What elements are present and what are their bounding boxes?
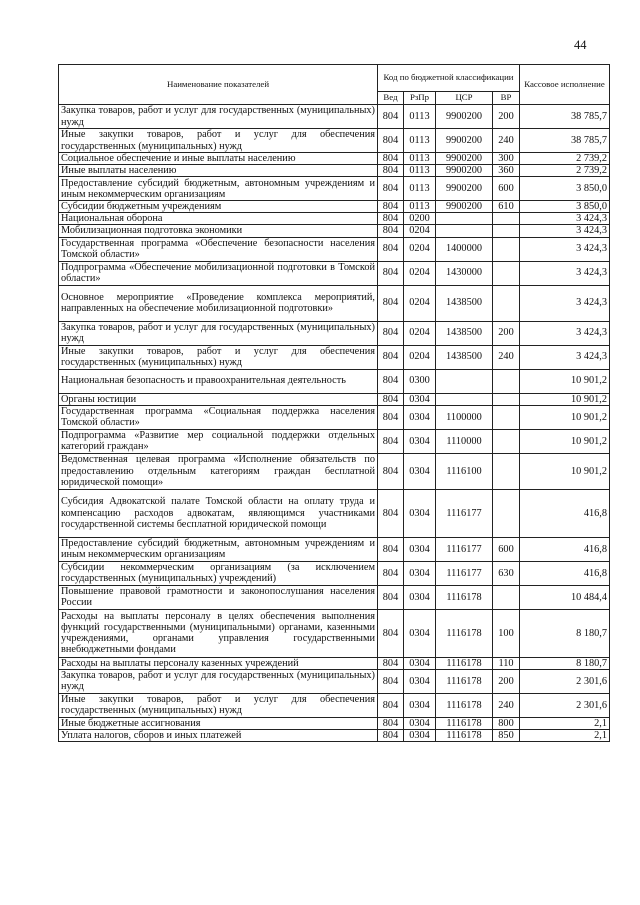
row-amount-cell: 3 424,3 [520,225,610,237]
row-name-cell: Органы юстиции [59,393,378,405]
row-ved-cell: 804 [378,369,404,393]
row-amount-cell: 2 739,2 [520,153,610,165]
row-ved-cell: 804 [378,537,404,561]
header-csr: ЦСР [436,92,493,105]
row-amount-cell: 38 785,7 [520,129,610,153]
table-row [59,321,610,345]
row-name-cell: Государственная программа «Социальная поддержка населения Томской области» [59,405,378,429]
row-vr-cell: 100 [493,609,520,657]
row-ved-cell: 804 [378,669,404,693]
row-csr-cell: 9900200 [436,153,493,165]
row-csr-cell: 1116178 [436,609,493,657]
row-rzpr-cell: 0200 [404,213,436,225]
row-name-cell: Национальная безопасность и правоохранительная деятельность [59,369,378,393]
row-amount-cell: 3 850,0 [520,201,610,213]
row-name-cell: Закупка товаров, работ и услуг для государственных (муниципальных) нужд [59,321,378,345]
row-csr-cell: 1400000 [436,237,493,261]
row-amount-cell: 2 301,6 [520,669,610,693]
row-amount-cell: 10 901,2 [520,369,610,393]
row-name-cell: Подпрограмма «Обеспечение мобилизационной подготовки в Томской области» [59,261,378,285]
row-amount-cell: 3 424,3 [520,345,610,369]
row-ved-cell: 804 [378,405,404,429]
row-rzpr-cell: 0304 [404,693,436,717]
row-csr-cell: 1438500 [436,321,493,345]
row-csr-cell: 1116178 [436,729,493,741]
table-row [59,693,610,717]
row-vr-cell [493,393,520,405]
row-csr-cell: 1116178 [436,693,493,717]
table-row [59,345,610,369]
row-csr-cell [436,213,493,225]
row-vr-cell: 240 [493,693,520,717]
row-vr-cell [493,585,520,609]
row-name-cell: Закупка товаров, работ и услуг для государственных (муниципальных) нужд [59,105,378,129]
table-row [59,489,610,537]
row-rzpr-cell: 0304 [404,489,436,537]
row-name-cell: Ведомственная целевая программа «Исполнение обязательств по предоставлению отдельным категориям граждан бесплатной юридической помощи» [59,453,378,489]
row-name-cell: Повышение правовой грамотности и законопослушания населения России [59,585,378,609]
row-name-cell: Иные закупки товаров, работ и услуг для обеспечения государственных (муниципальных) нужд [59,693,378,717]
row-name-cell: Субсидия Адвокатской палате Томской области на оплату труда и компенсацию расходов адвокатам, являющимся участниками государственной системы бесплатной юридической помощи [59,489,378,537]
row-name-cell: Иные закупки товаров, работ и услуг для обеспечения государственных (муниципальных) нужд [59,345,378,369]
table-header [59,65,610,105]
row-rzpr-cell: 0204 [404,285,436,321]
row-amount-cell: 8 180,7 [520,657,610,669]
row-ved-cell: 804 [378,717,404,729]
row-vr-cell [493,453,520,489]
row-vr-cell: 300 [493,153,520,165]
row-csr-cell: 1116177 [436,561,493,585]
header-rzpr: РзПр [404,92,436,105]
row-name-cell: Уплата налогов, сборов и иных платежей [59,729,378,741]
row-rzpr-cell: 0113 [404,165,436,177]
table-row [59,729,610,741]
row-csr-cell: 1116177 [436,537,493,561]
row-ved-cell: 804 [378,609,404,657]
row-ved-cell: 804 [378,345,404,369]
row-vr-cell [493,213,520,225]
table-row [59,237,610,261]
header-amount: Кассовое исполнение [520,65,610,105]
row-ved-cell: 804 [378,393,404,405]
table-row [59,153,610,165]
row-name-cell: Подпрограмма «Развитие мер социальной поддержки отдельных категорий граждан» [59,429,378,453]
row-csr-cell: 1116100 [436,453,493,489]
row-ved-cell: 804 [378,489,404,537]
row-vr-cell: 240 [493,345,520,369]
row-ved-cell: 804 [378,285,404,321]
row-rzpr-cell: 0113 [404,105,436,129]
row-csr-cell [436,393,493,405]
row-name-cell: Предоставление субсидий бюджетным, автономным учреждениям и иным некоммерческим организациям [59,177,378,201]
row-vr-cell: 850 [493,729,520,741]
row-vr-cell: 600 [493,537,520,561]
row-rzpr-cell: 0113 [404,153,436,165]
table-row [59,261,610,285]
row-vr-cell: 200 [493,321,520,345]
row-rzpr-cell: 0304 [404,405,436,429]
table-row [59,225,610,237]
row-rzpr-cell: 0204 [404,321,436,345]
table-row [59,537,610,561]
row-rzpr-cell: 0204 [404,225,436,237]
row-ved-cell: 804 [378,561,404,585]
table-row [59,453,610,489]
row-vr-cell [493,225,520,237]
table-row [59,165,610,177]
row-ved-cell: 804 [378,129,404,153]
row-vr-cell [493,405,520,429]
row-amount-cell: 10 901,2 [520,393,610,405]
table-row [59,717,610,729]
table-row [59,369,610,393]
row-amount-cell: 3 424,3 [520,237,610,261]
row-ved-cell: 804 [378,213,404,225]
row-vr-cell: 240 [493,129,520,153]
row-vr-cell: 200 [493,105,520,129]
row-ved-cell: 804 [378,657,404,669]
row-amount-cell: 10 901,2 [520,453,610,489]
row-amount-cell: 2,1 [520,729,610,741]
table-row [59,285,610,321]
row-name-cell: Расходы на выплаты персоналу казенных учреждений [59,657,378,669]
row-amount-cell: 2,1 [520,717,610,729]
row-ved-cell: 804 [378,153,404,165]
row-rzpr-cell: 0304 [404,537,436,561]
budget-table [58,64,610,742]
row-csr-cell: 9900200 [436,105,493,129]
row-name-cell: Иные выплаты населению [59,165,378,177]
row-csr-cell: 9900200 [436,165,493,177]
table-row [59,105,610,129]
row-csr-cell: 1116178 [436,657,493,669]
row-name-cell: Закупка товаров, работ и услуг для государственных (муниципальных) нужд [59,669,378,693]
row-amount-cell: 3 424,3 [520,213,610,225]
row-csr-cell: 1116178 [436,717,493,729]
row-name-cell: Субсидии некоммерческим организациям (за исключением государственных (муниципальных) учреждений) [59,561,378,585]
row-ved-cell: 804 [378,201,404,213]
row-vr-cell [493,237,520,261]
row-ved-cell: 804 [378,237,404,261]
row-csr-cell: 9900200 [436,201,493,213]
row-name-cell: Социальное обеспечение и иные выплаты населению [59,153,378,165]
row-name-cell: Расходы на выплаты персоналу в целях обеспечения выполнения функций государственными (муниципальными) органами, казенными учреждениями, органами управления государственными внебюджетными фондами [59,609,378,657]
row-vr-cell [493,429,520,453]
row-rzpr-cell: 0304 [404,729,436,741]
row-name-cell: Национальная оборона [59,213,378,225]
table-row [59,669,610,693]
row-rzpr-cell: 0304 [404,717,436,729]
row-ved-cell: 804 [378,585,404,609]
header-vr: ВР [493,92,520,105]
row-name-cell: Основное мероприятие «Проведение комплекса мероприятий, направленных на обеспечение мобилизационной подготовки» [59,285,378,321]
row-ved-cell: 804 [378,105,404,129]
row-amount-cell: 8 180,7 [520,609,610,657]
row-vr-cell [493,285,520,321]
row-amount-cell: 2 301,6 [520,693,610,717]
table-row [59,585,610,609]
row-vr-cell [493,369,520,393]
row-csr-cell: 1438500 [436,285,493,321]
row-rzpr-cell: 0113 [404,129,436,153]
row-rzpr-cell: 0304 [404,561,436,585]
row-vr-cell: 800 [493,717,520,729]
row-amount-cell: 10 901,2 [520,429,610,453]
row-vr-cell: 360 [493,165,520,177]
row-name-cell: Мобилизационная подготовка экономики [59,225,378,237]
row-rzpr-cell: 0113 [404,177,436,201]
row-csr-cell: 1116177 [436,489,493,537]
row-ved-cell: 804 [378,729,404,741]
row-rzpr-cell: 0304 [404,429,436,453]
table-row [59,201,610,213]
row-amount-cell: 3 424,3 [520,285,610,321]
row-ved-cell: 804 [378,429,404,453]
row-ved-cell: 804 [378,693,404,717]
row-vr-cell: 200 [493,669,520,693]
row-amount-cell: 10 484,4 [520,585,610,609]
row-vr-cell [493,261,520,285]
row-rzpr-cell: 0300 [404,369,436,393]
row-csr-cell [436,369,493,393]
row-amount-cell: 3 850,0 [520,177,610,201]
row-name-cell: Предоставление субсидий бюджетным, автономным учреждениям и иным некоммерческим организациям [59,537,378,561]
page-number: 44 [574,38,587,52]
row-csr-cell: 9900200 [436,129,493,153]
row-rzpr-cell: 0304 [404,657,436,669]
row-ved-cell: 804 [378,177,404,201]
row-name-cell: Государственная программа «Обеспечение безопасности населения Томской области» [59,237,378,261]
row-ved-cell: 804 [378,321,404,345]
row-csr-cell: 1100000 [436,405,493,429]
row-name-cell: Иные бюджетные ассигнования [59,717,378,729]
row-amount-cell: 3 424,3 [520,321,610,345]
row-amount-cell: 416,8 [520,537,610,561]
header-ved: Вед [378,92,404,105]
row-amount-cell: 38 785,7 [520,105,610,129]
header-name: Наименование показателей [59,65,378,105]
header-code-group: Код по бюджетной классификации [378,65,520,92]
row-amount-cell: 2 739,2 [520,165,610,177]
row-rzpr-cell: 0304 [404,669,436,693]
row-rzpr-cell: 0204 [404,237,436,261]
row-ved-cell: 804 [378,453,404,489]
row-amount-cell: 10 901,2 [520,405,610,429]
table-row [59,609,610,657]
row-vr-cell [493,489,520,537]
row-vr-cell: 630 [493,561,520,585]
row-ved-cell: 804 [378,261,404,285]
row-rzpr-cell: 0113 [404,201,436,213]
table-row [59,405,610,429]
table-row [59,393,610,405]
table-row [59,177,610,201]
row-vr-cell: 600 [493,177,520,201]
row-rzpr-cell: 0204 [404,261,436,285]
table-body [59,105,610,742]
row-csr-cell [436,225,493,237]
row-csr-cell: 1116178 [436,669,493,693]
row-csr-cell: 9900200 [436,177,493,201]
row-vr-cell: 110 [493,657,520,669]
row-csr-cell: 1116178 [436,585,493,609]
table-row [59,129,610,153]
row-rzpr-cell: 0304 [404,393,436,405]
table-row [59,213,610,225]
row-csr-cell: 1430000 [436,261,493,285]
row-csr-cell: 1438500 [436,345,493,369]
row-rzpr-cell: 0304 [404,585,436,609]
row-name-cell: Иные закупки товаров, работ и услуг для обеспечения государственных (муниципальных) нужд [59,129,378,153]
row-rzpr-cell: 0304 [404,609,436,657]
row-ved-cell: 804 [378,225,404,237]
row-rzpr-cell: 0304 [404,453,436,489]
row-ved-cell: 804 [378,165,404,177]
row-name-cell: Субсидии бюджетным учреждениям [59,201,378,213]
row-amount-cell: 416,8 [520,561,610,585]
row-rzpr-cell: 0204 [404,345,436,369]
table-row [59,561,610,585]
row-csr-cell: 1110000 [436,429,493,453]
row-amount-cell: 416,8 [520,489,610,537]
row-vr-cell: 610 [493,201,520,213]
table-row [59,429,610,453]
row-amount-cell: 3 424,3 [520,261,610,285]
table-row [59,657,610,669]
